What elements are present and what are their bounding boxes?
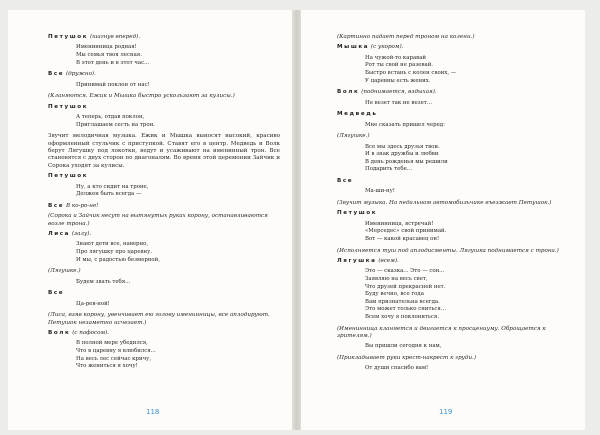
page-number-left: 118 [146,408,160,416]
verse-block [365,221,561,244]
speaker-line [337,210,561,217]
verse-line: Вот — какой красавец он! [365,235,440,242]
verse-line: Ца-рев-ной! [76,300,110,307]
verse-line: Знают дети все, наверно, [76,241,149,248]
verse-block [365,144,561,174]
verse-line: В полной мере убедился, [76,340,148,347]
verse-line: Подарить тебе... [365,166,412,173]
speaker-remark: (всем). [378,257,399,264]
stage-direction: (Звучит музыка. На педальном автомобильчике въезжает Петушок.) [337,199,552,206]
speaker-remark: (с укором). [370,44,404,51]
speaker-name: Волк [337,89,360,96]
verse-line: Вы пришли сегодня к нам, [365,343,442,350]
speaker-name: Волк [48,330,71,337]
verse-line: Рот ты свой не разевай. [365,62,434,69]
verse-block [365,365,561,373]
verse-line: Будем звать тебя... [76,278,131,285]
verse-block [76,114,280,129]
verse-line: Принимай поклон от нас! [76,81,150,88]
speaker-name: Петушок [48,173,89,180]
stage-direction: (Лиса, взяв корону, увенчивает ею голову именинницы, все аплодируют. Петушок незаметно исчезает.) [48,312,270,326]
verse-line: Это может только сниться... [365,306,446,313]
verse-line: Быстро встань с колен своих, — [365,70,457,76]
verse-line: Ма-ши-ну! [365,188,395,195]
speaker-remark: В ко-ро-не! [65,202,99,209]
speaker-name: Лиса [48,231,71,238]
verse-line: Это — сказка... Это — сон... [365,268,445,275]
verse-line: Вам признательна всегда. [365,298,440,305]
verse-line: Не везет так не везет... [365,99,432,106]
verse-block [76,184,280,199]
verse-line: Все мы здесь друзья твои. [365,143,440,150]
speaker-line [48,71,280,78]
speaker-line [337,89,561,96]
speaker-line [337,178,561,185]
verse-block [365,55,561,85]
speaker-line [48,34,280,41]
speaker-line [337,44,561,51]
verse-block [365,100,561,108]
verse-block [365,188,561,196]
speaker-line [48,203,280,210]
verse-block [365,343,561,351]
verse-line: Приглашаем сесть на трон. [76,121,155,128]
verse-line: Мне сказать пришел черед: [365,121,445,128]
verse-line: На чужой-то каравай [365,54,427,61]
verse-line: «Мерседес» свой принимай. [365,228,447,235]
verse-line: У царевны есть жених. [365,77,431,84]
verse-line: Что жениться я хочу! [76,363,138,370]
speaker-name: Все [337,177,354,184]
stage-direction: (Исполняется туш под аплодисменты. Лягушка поднимается с трона.) [337,247,559,254]
verse-line: Что в царевну я влюбился... [76,348,156,355]
stage-direction: (Прикладывает руки крест-накрест к груди.) [337,354,477,361]
speaker-line [337,258,561,265]
stage-direction: (Картинно падает перед троном на колени.) [337,34,475,40]
verse-line: Про лягушку про царевну. [76,249,153,256]
speaker-line [48,290,280,297]
verse-line: В день рожденья мы решили [365,158,448,165]
speaker-line [337,111,561,118]
speaker-name: Все [48,290,65,297]
verse-block [76,301,280,309]
verse-line: Именинница родная! [76,44,137,51]
verse-line: Заявляю на весь свет, [365,275,428,282]
verse-line: От души спасибо вам! [365,365,429,372]
verse-block [76,44,280,67]
verse-line: В этот день и в этот час... [76,59,150,66]
verse-line: Всем хочу я поклониться. [365,313,440,320]
stage-direction: (Лягушке.) [48,268,81,275]
page-number-right: 119 [439,408,453,416]
speaker-line [48,104,280,111]
verse-line: Мы семья твоя лесная. [76,52,142,58]
speaker-remark: (поднимается, вздыхая). [361,89,437,96]
speaker-name: Все [48,202,65,209]
speaker-line [48,173,280,180]
speaker-name: Петушок [48,103,89,110]
speaker-remark: (с пафосом). [72,330,110,337]
stage-direction: (Сорока и Зайчик несут на вытянутых руках корону, останавливаются возле трона.) [48,213,268,227]
verse-block [76,241,280,264]
verse-block [76,82,280,90]
speaker-line [48,231,280,238]
left-page-content [48,34,280,371]
verse-line: И в знак дружбы и любви [365,151,439,158]
verse-line: Именинница, встречай! [365,220,434,227]
stage-direction: (Кланяются. Ежик и Мышка быстро ускользают за кулисы.) [48,93,235,100]
verse-block [365,268,561,321]
verse-line: И мы, с радостью безмерной, [76,256,160,263]
stage-direction: (Лягушке.) [337,133,370,140]
speaker-line [48,330,280,337]
speaker-remark: (шагнув вперед). [89,34,141,40]
speaker-name: Медведь [337,111,378,118]
speaker-remark: (залу). [71,231,92,238]
verse-line: Буду вечно, все года [365,291,424,298]
speaker-name: Лягушка [337,257,377,264]
verse-block [365,122,561,130]
verse-line: На весь лес сейчас кричу, [76,355,152,362]
verse-line: Что друзей прекрасней нет. [365,283,446,290]
verse-line: Ну, а кто сидит на троне, [76,183,149,190]
verse-line: Должен быть всегда — [76,191,142,198]
speaker-name: Петушок [337,210,378,217]
right-page [300,10,585,430]
verse-line: А теперь, отдав поклон, [76,114,145,120]
verse-block [76,279,280,287]
stage-direction: (Именинница кланяется и двигается к просцениуму. Обращается к зрителям.) [337,325,546,339]
verse-block [76,340,280,370]
left-page [8,10,293,430]
speaker-name: Мышка [337,44,370,51]
right-page-content [337,34,561,373]
speaker-name: Все [48,71,65,78]
speaker-remark: (дружно). [65,71,96,78]
speaker-name: Петушок [48,34,89,40]
narrative-paragraph: Звучит мелодичная музыка. Ежик и Мышка выносят высокий, красиво оформленный стульчик с приступкой. Ставят его в центр. Медведь и Волк берут Лягушку под локотки, ведут и усаживают на именинный трон. Все становятся с двух сторон по диагоналям. Во время этой церемонии Зайчик и Сорока уходят за кулисы. [48,133,280,169]
